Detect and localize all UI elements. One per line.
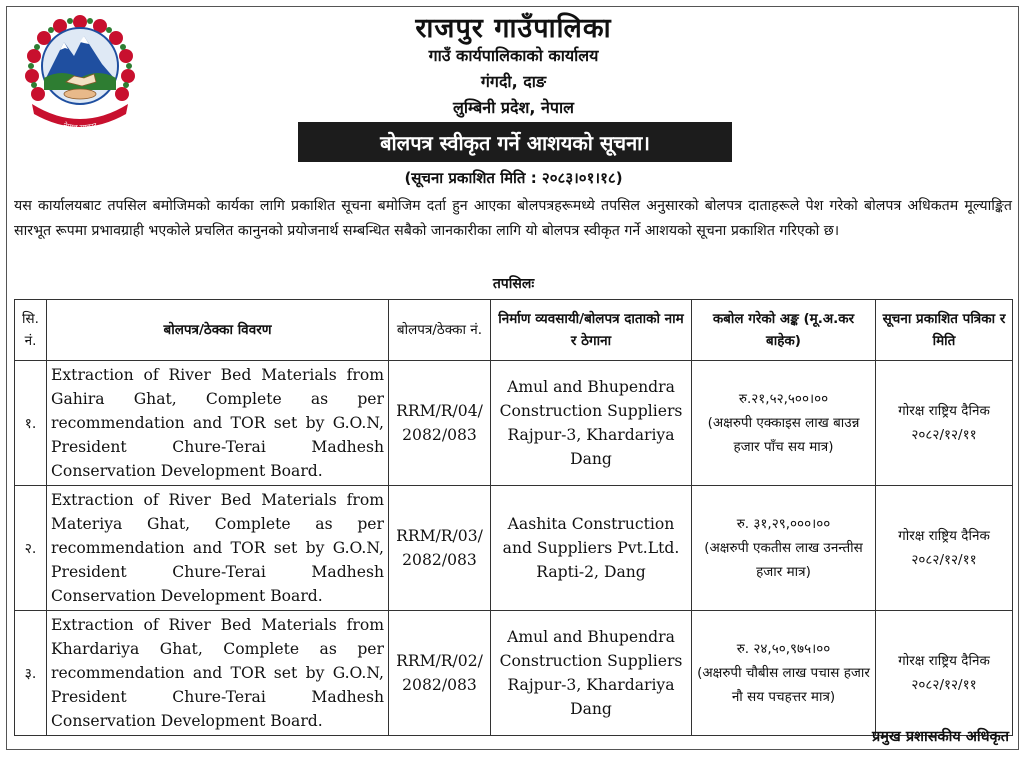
row-description: Extraction of River Bed Materials from Materiya Ghat, Complete as per recommendation and TOR set by G.O.N, President Chure-Terai Madhesh Conservation Development Board. xyxy=(47,486,389,611)
table-header-row xyxy=(15,300,1013,361)
notice-title: बोलपत्र स्वीकृत गर्ने आशयको सूचना। xyxy=(298,122,732,162)
row-sn: ३. xyxy=(15,611,47,736)
row-amount-words: (अक्षरुपी चौबीस लाख पचास हजार नौ सय पचहत्तर मात्र) xyxy=(697,665,870,705)
row-contractor: Aashita Construction and Suppliers Pvt.Ltd. Rapti-2, Dang xyxy=(491,486,692,611)
row-amount: रु. २४,५०,९७५।०० xyxy=(736,641,831,657)
row-publication: गोरक्ष राष्ट्रिय दैनिक २०८२/१२/११ xyxy=(876,486,1013,611)
row-amount: रु.२१,५२,५००।०० xyxy=(738,391,829,407)
header-bid-no: बोलपत्र/ठेक्का नं. xyxy=(389,300,491,361)
location-line-1: गंगदी, दाङ xyxy=(480,72,547,91)
location-line-2: लुम्बिनी प्रदेश, नेपाल xyxy=(452,98,574,117)
row-bid-no: RRM/R/04/ 2082/083 xyxy=(389,361,491,486)
table-row xyxy=(15,611,1013,736)
row-description: Extraction of River Bed Materials from Khardariya Ghat, Complete as per recommendation and TOR set by G.O.N, President Chure-Terai Madhesh Conservation Development Board. xyxy=(47,611,389,736)
row-publication: गोरक्ष राष्ट्रिय दैनिक २०८२/१२/११ xyxy=(876,611,1013,736)
row-amount-words: (अक्षरुपी एक्काइस लाख बाउन्न हजार पाँच सय मात्र) xyxy=(707,415,860,455)
row-publication: गोरक्ष राष्ट्रिय दैनिक २०८२/१२/११ xyxy=(876,361,1013,486)
row-sn: २. xyxy=(15,486,47,611)
signature-title: प्रमुख प्रशासकीय अधिकृत xyxy=(872,729,1009,745)
row-description: Extraction of River Bed Materials from Gahira Ghat, Complete as per recommendation and TOR set by G.O.N, President Chure-Terai Madhesh Conservation Development Board. xyxy=(47,361,389,486)
org-title: राजपुर गाउँपालिका xyxy=(415,13,612,44)
bid-table xyxy=(14,299,1013,736)
row-bid-no: RRM/R/02/ 2082/083 xyxy=(389,611,491,736)
header-amount: कबोल गरेको अङ्क (मू.अ.कर बाहेक) xyxy=(692,300,876,361)
intro-paragraph: यस कार्यालयबाट तपसिल बमोजिमको कार्यका लागि प्रकाशित सूचना बमोजिम दर्ता हुन आएका बोलपत्रहरूमध्ये तपसिल अनुसारको बोलपत्र दाताहरूले पेश गरेको बोलपत्र अधिकतम मूल्याङ्कित सारभूत रूपमा प्रभावग्राही भएकोले प्रचलित कानुनको प्रयोजनार्थ सम्बन्धित सबैको जानकारीका लागि यो बोलपत्र स्वीकृत गर्ने आशयको सूचना प्रकाशित गरिएको छ। xyxy=(14,198,1012,239)
table-row xyxy=(15,361,1013,486)
schedule-label: तपसिलः xyxy=(492,276,535,292)
row-contractor: Amul and Bhupendra Construction Suppliers Rajpur-3, Khardariya Dang xyxy=(491,611,692,736)
row-amount-cell xyxy=(692,486,876,611)
row-amount-words: (अक्षरुपी एकतीस लाख उनन्तीस हजार मात्र) xyxy=(704,540,863,580)
header-contractor: निर्माण व्यवसायी/बोलपत्र दाताको नाम र ठेगाना xyxy=(491,300,692,361)
svg-text:नेपाल सरकार: नेपाल सरकार xyxy=(62,121,98,132)
header-publication: सूचना प्रकाशित पत्रिका र मिति xyxy=(876,300,1013,361)
row-amount-cell xyxy=(692,361,876,486)
row-amount-cell xyxy=(692,611,876,736)
table-row xyxy=(15,486,1013,611)
row-bid-no: RRM/R/03/ 2082/083 xyxy=(389,486,491,611)
row-contractor: Amul and Bhupendra Construction Suppliers Rajpur-3, Khardariya Dang xyxy=(491,361,692,486)
row-sn: १. xyxy=(15,361,47,486)
publish-date: (सूचना प्रकाशित मिति : २०८३।०१।१८) xyxy=(404,169,623,187)
office-name: गाउँ कार्यपालिकाको कार्यालय xyxy=(428,46,599,65)
row-amount: रु. ३१,२९,०००।०० xyxy=(736,516,831,532)
header-description: बोलपत्र/ठेक्का विवरण xyxy=(47,300,389,361)
header-sn: सि. नं. xyxy=(15,300,47,361)
